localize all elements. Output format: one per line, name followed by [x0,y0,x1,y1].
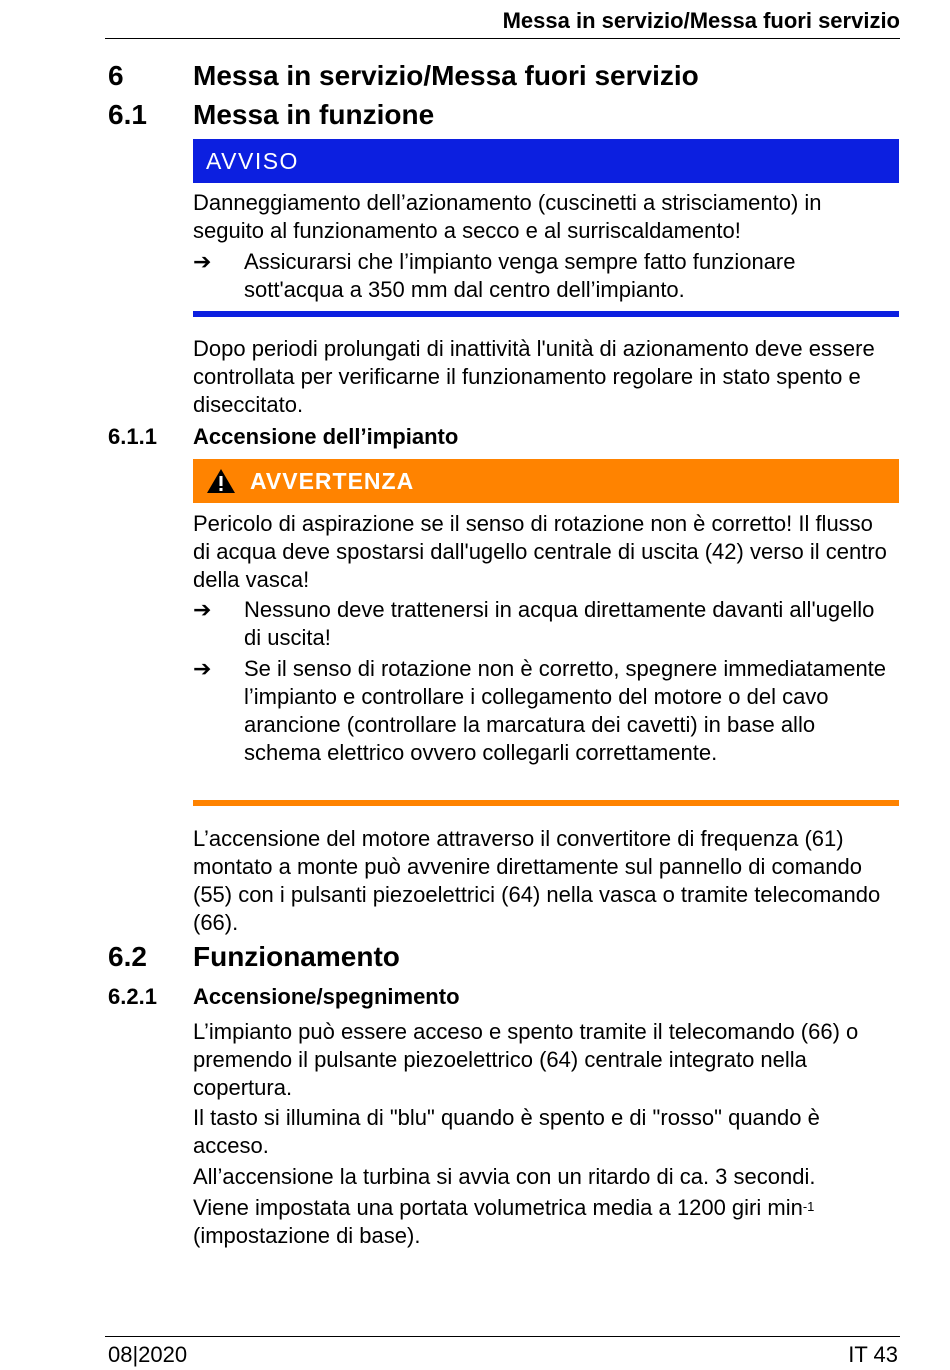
onoff-paragraph-3: All’accensione la turbina si avvia con un ritardo di ca. 3 secondi. [193,1164,816,1189]
inactivity-paragraph: Dopo periodi prolungati di inattività l'unità di azionamento deve essere controllata per verificarne il funzionamento regolare in stato spento e diseccitato. [193,336,875,417]
arrow-right-icon: ➔ [193,249,212,274]
onoff-paragraph-4-tail: (impostazione di base). [193,1223,421,1248]
warning-bottom-rule [193,800,899,806]
section-6-number: 6 [108,60,124,91]
footer-date: 08|2020 [108,1342,188,1367]
section-6-1-number: 6.1 [108,99,147,130]
warning-bullet-1-text: Nessuno deve trattenersi in acqua direttamente davanti all'ugello di uscita! [244,597,875,650]
section-6-2-1-number: 6.2.1 [108,984,157,1009]
section-6-2-title: Funzionamento [193,941,400,972]
footer-page-number: IT 43 [848,1342,898,1367]
notice-label: AVVISO [206,147,299,174]
warning-banner [193,459,899,503]
warning-text: Pericolo di aspirazione se il senso di rotazione non è corretto! Il flusso di acqua deve spostarsi dall'ugello centrale di uscita (42) verso il centro della vasca! [193,511,887,592]
onoff-paragraph-4-main: Viene impostata una portata volumetrica media a 1200 giri min [193,1195,803,1220]
warning-bullet-2-text: Se il senso di rotazione non è corretto, spegnere immediatamente l’impianto e controllare i collegamento del motore o del cavo arancione (controllare la marcatura dei cavetti) in base allo schema elettrico ovvero collegarli correttamente. [244,656,887,765]
notice-banner [193,139,899,183]
onoff-paragraph-1: L’impianto può essere acceso e spento tramite il telecomando (66) o premendo il pulsante piezoelettrico (64) centrale integrato nella copertura. [193,1019,859,1100]
warning-bullet-1 [193,596,895,652]
section-6-1-1-number: 6.1.1 [108,424,157,449]
section-6-1-title: Messa in funzione [193,99,435,130]
onoff-paragraph-4-exponent: -1 [802,1199,815,1214]
section-6-2-1-title: Accensione/spegnimento [193,984,460,1009]
notice-bottom-rule [193,311,899,317]
arrow-right-icon: ➔ [193,656,212,681]
section-6-2-number: 6.2 [108,941,147,972]
footer-rule [105,1336,900,1337]
warning-bullet-2 [193,655,895,767]
warning-triangle-icon [206,468,236,494]
section-6-1-1-title: Accensione dell’impianto [193,424,459,449]
arrow-right-icon: ➔ [193,597,212,622]
notice-bullet [193,248,895,304]
running-header: Messa in servizio/Messa fuori servizio [105,6,900,39]
notice-text: Danneggiamento dell’azionamento (cuscinetti a strisciamento) in seguito al funzionamento a secco e al surriscaldamento! [193,190,822,243]
warning-label: AVVERTENZA [250,467,415,494]
onoff-paragraph-2: Il tasto si illumina di "blu" quando è spento e di "rosso" quando è acceso. [193,1105,820,1158]
section-6-title: Messa in servizio/Messa fuori servizio [193,60,699,91]
notice-bullet-text: Assicurarsi che l’impianto venga sempre fatto funzionare sott'acqua a 350 mm dal centro dell’impianto. [244,249,796,302]
motor-paragraph: L’accensione del motore attraverso il convertitore di frequenza (61) montato a monte può avvenire direttamente sul pannello di comando (55) con i pulsanti piezoelettrici (64) nella vasca o tramite telecomando (66). [193,826,881,935]
onoff-paragraph-4 [193,1194,890,1250]
